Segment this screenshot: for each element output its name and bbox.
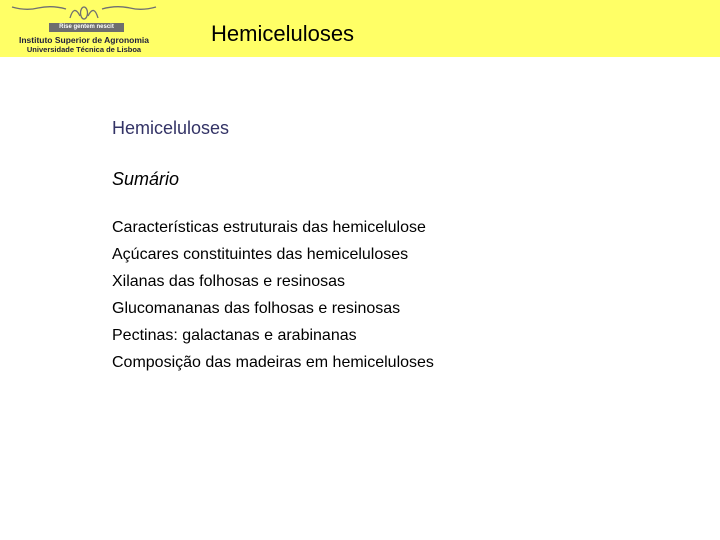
content-heading: Hemiceluloses xyxy=(112,118,230,138)
logo-institute-name: Instituto Superior de Agronomia xyxy=(18,35,150,45)
list-item: Glucomananas das folhosas e resinosas xyxy=(112,300,401,317)
page-title: Hemiceluloses xyxy=(211,21,355,46)
list-item: Composição das madeiras em hemiceluloses xyxy=(112,354,434,371)
topic-list xyxy=(112,217,434,379)
logo-university-name: Universidade Técnica de Lisboa xyxy=(26,45,142,54)
list-item: Xilanas das folhosas e resinosas xyxy=(112,273,346,290)
list-item: Pectinas: galactanas e arabinanas xyxy=(112,327,357,344)
logo-motto-bar: Rise gentem nescit xyxy=(49,23,124,32)
list-item: Açúcares constituintes das hemiceluloses xyxy=(112,246,409,263)
header-bar xyxy=(0,0,720,57)
list-item: Características estruturais das hemicelulose xyxy=(112,219,426,236)
institute-logo xyxy=(8,2,160,54)
summary-label: Sumário xyxy=(112,169,180,189)
